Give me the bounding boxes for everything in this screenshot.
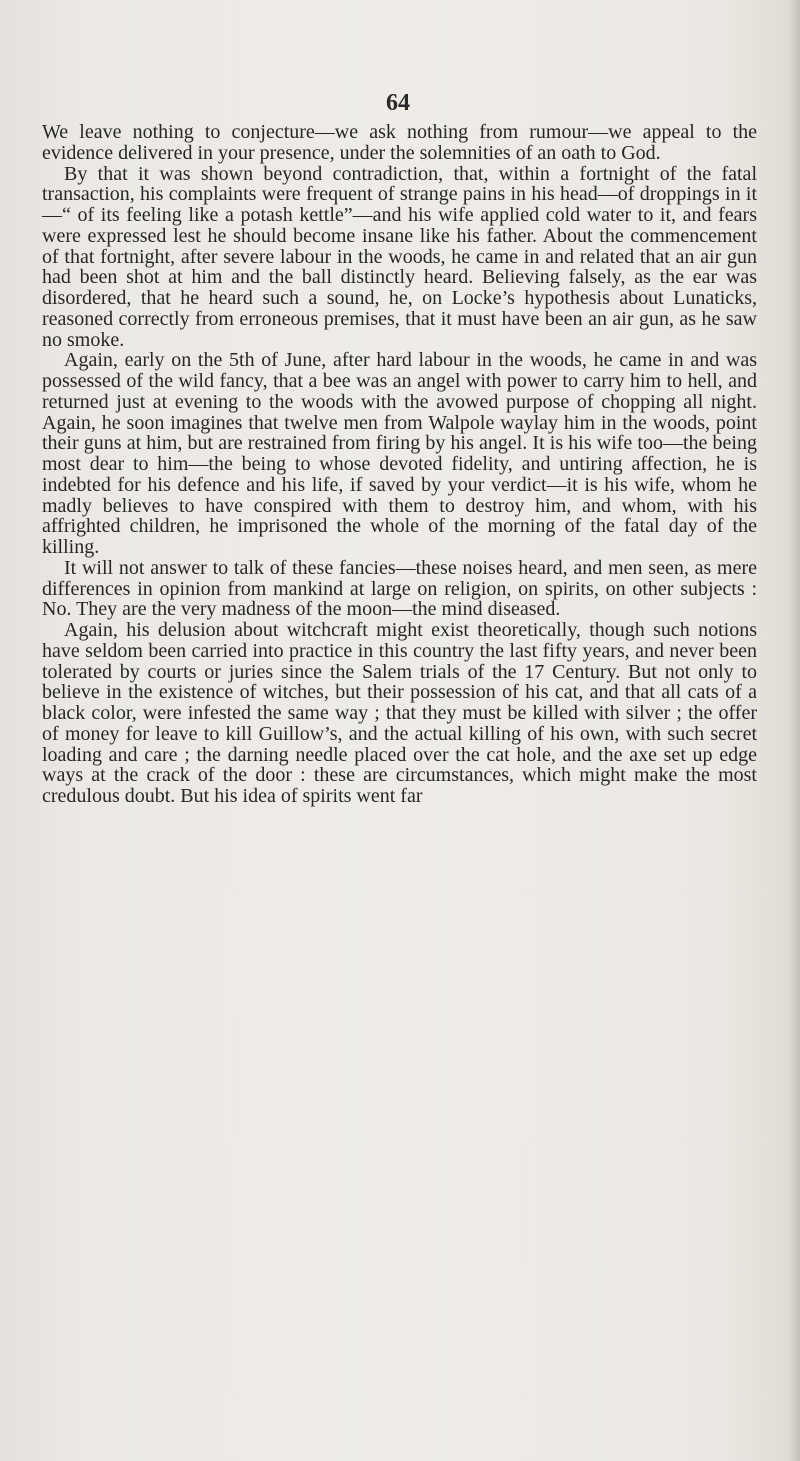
paragraph: We leave nothing to conjecture—we ask nothing from rumour—we appeal to the evidence delivered in your presence, under the solemnities of an oath to God. xyxy=(42,121,757,164)
body-text xyxy=(42,122,757,807)
paragraph: By that it was shown beyond contradiction, that, within a fortnight of the fatal transaction, his complaints were frequent of strange pains in his head—of droppings in it—“ of its feeling like a potash kettle”—and his wife applied cold water to it, and fears were expressed lest he should become insane like his father. About the commencement of that fortnight, after severe labour in the woods, he came in and related that an air gun had been shot at him and the ball distinctly heard. Believing falsely, as the ear was disordered, that he heard such a sound, he, on Locke’s hypothesis about Lunaticks, reasoned correctly from erroneous premises, that it must have been an air gun, as he saw no smoke. xyxy=(42,162,757,351)
page-number: 64 xyxy=(386,90,410,116)
page-edge-shadow xyxy=(788,0,800,1461)
paragraph: It will not answer to talk of these fancies—these noises heard, and men seen, as mere differences in opinion from mankind at large on religion, on spirits, on other subjects : No. They are the very madness of the moon—the mind diseased. xyxy=(42,556,757,621)
paragraph: Again, early on the 5th of June, after hard labour in the woods, he came in and was possessed of the wild fancy, that a bee was an angel with power to carry him to hell, and returned just at evening to the woods with the avowed purpose of chopping all night. Again, he soon imagines that twelve men from Walpole waylay him in the woods, point their guns at him, but are restrained from firing by his angel. It is his wife too—the being most dear to him—the being to whose devoted fidelity, and untiring affection, he is indebted for his defence and his life, if saved by your verdict—it is his wife, whom he madly believes to have conspired with them to destroy him, and whom, with his affrighted children, he imprisoned the whole of the morning of the fatal day of the killing. xyxy=(42,349,757,558)
paragraph: Again, his delusion about witchcraft might exist theoretically, though such notions have seldom been carried into practice in this country the last fifty years, and never been tolerated by courts or juries since the Salem trials of the 17 Century. But not only to believe in the existence of witches, but their possession of his cat, and that all cats of a black color, were infested the same way ; that they must be killed with silver ; the offer of money for leave to kill Guillow’s, and the actual killing of his own, with such secret loading and care ; the darning needle placed over the cat hole, and the axe set up edge ways at the crack of the door : these are circumstances, which might make the most credulous doubt. But his idea of spirits went far xyxy=(42,619,757,807)
